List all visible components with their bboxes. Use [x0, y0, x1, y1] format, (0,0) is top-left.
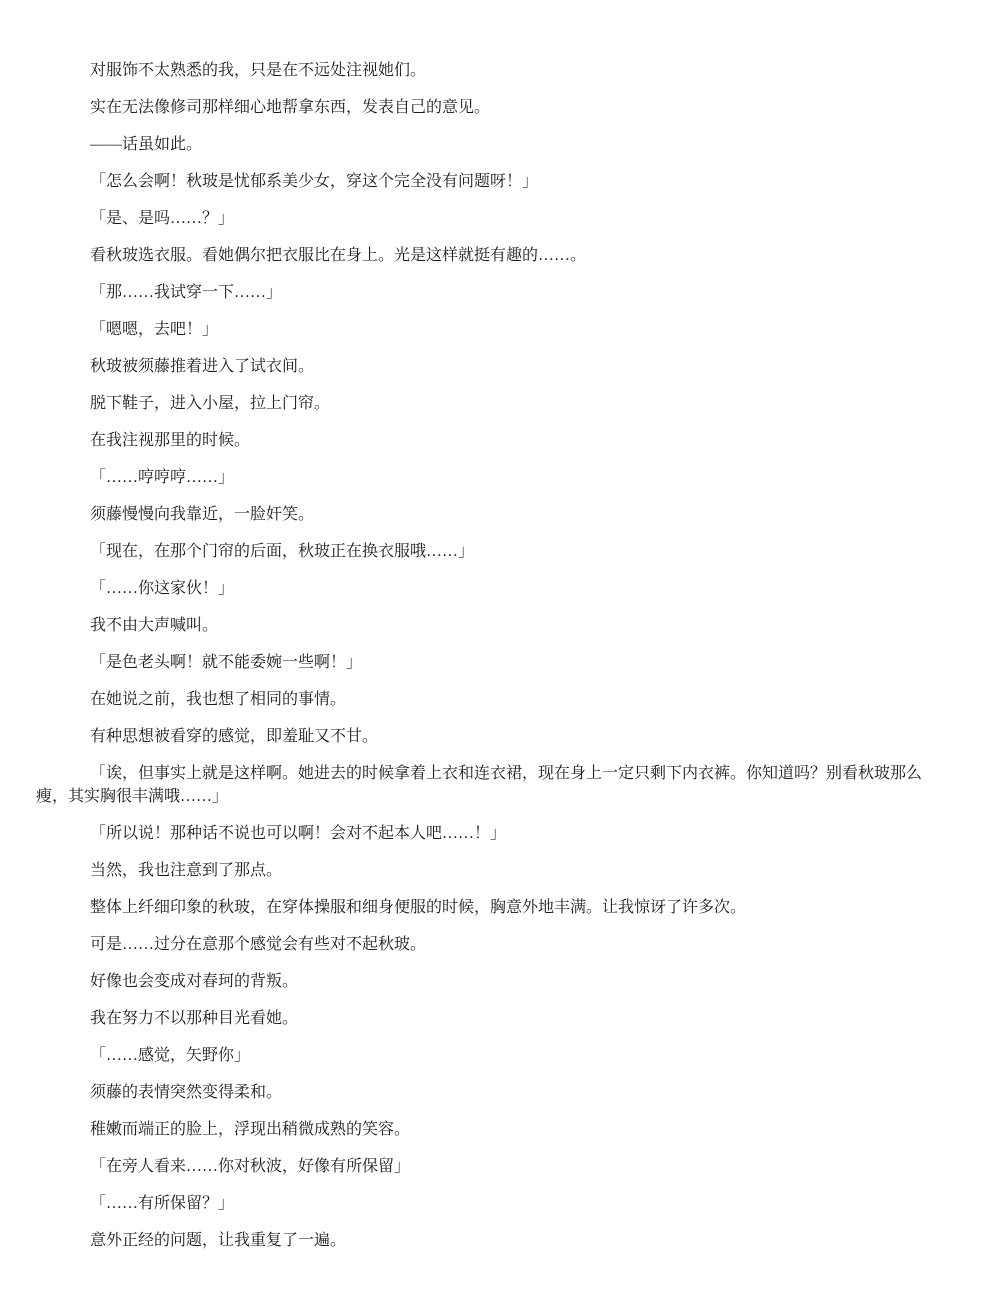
paragraph: 好像也会变成对春珂的背叛。 — [90, 973, 299, 990]
paragraph: 「所以说！那种话不说也可以啊！会对不起本人吧……！」 — [90, 825, 507, 842]
paragraph: 「是色老头啊！就不能委婉一些啊！」 — [90, 654, 363, 671]
paragraph: 我不由大声喊叫。 — [90, 617, 219, 634]
paragraph: 「……哼哼哼……」 — [90, 469, 235, 486]
paragraph: 在她说之前，我也想了相同的事情。 — [90, 691, 347, 708]
paragraph: 「诶，但事实上就是这样啊。她进去的时候拿着上衣和连衣裙，现在身上一定只剩下内衣裤。你知道吗？别看秋玻那么瘦，其实胸很丰满哦……」 — [36, 765, 923, 805]
paragraph: 有种思想被看穿的感觉，即羞耻又不甘。 — [90, 728, 379, 745]
paragraph: 须藤慢慢向我靠近，一脸奸笑。 — [90, 506, 315, 523]
paragraph: 须藤的表情突然变得柔和。 — [90, 1084, 283, 1101]
paragraph: 「现在，在那个门帘的后面，秋玻正在换衣服哦……」 — [90, 543, 475, 560]
paragraph: 「……有所保留？」 — [90, 1195, 235, 1212]
paragraph: 整体上纤细印象的秋玻，在穿体操服和细身便服的时候，胸意外地丰满。让我惊讶了许多次。 — [90, 899, 747, 916]
paragraph: 我在努力不以那种目光看她。 — [90, 1010, 299, 1027]
paragraph: 稚嫩而端正的脸上，浮现出稍微成熟的笑容。 — [90, 1121, 411, 1138]
paragraph: 「……你这家伙！」 — [90, 580, 235, 597]
paragraph: 意外正经的问题，让我重复了一遍。 — [90, 1232, 347, 1249]
paragraph: 当然，我也注意到了那点。 — [90, 862, 283, 879]
paragraph: ——话虽如此。 — [90, 136, 203, 153]
paragraph: 「怎么会啊！秋玻是忧郁系美少女，穿这个完全没有问题呀！」 — [90, 173, 539, 190]
paragraph: 「是、是吗……？」 — [90, 210, 235, 227]
paragraph: 「在旁人看来……你对秋波，好像有所保留」 — [90, 1158, 411, 1175]
paragraph: 在我注视那里的时候。 — [90, 432, 251, 449]
paragraph: 看秋玻选衣服。看她偶尔把衣服比在身上。光是这样就挺有趣的……。 — [90, 247, 587, 264]
paragraph: 秋玻被须藤推着进入了试衣间。 — [90, 358, 315, 375]
paragraph: 「嗯嗯，去吧！」 — [90, 321, 219, 338]
paragraph: 脱下鞋子，进入小屋，拉上门帘。 — [90, 395, 331, 412]
paragraph: 可是……过分在意那个感觉会有些对不起秋玻。 — [90, 936, 427, 953]
paragraph: 「那……我试穿一下……」 — [90, 284, 283, 301]
paragraph: 实在无法像修司那样细心地帮拿东西，发表自己的意见。 — [90, 99, 491, 116]
paragraph: 「……感觉，矢野你」 — [90, 1047, 251, 1064]
paragraph: 对服饰不太熟悉的我，只是在不远处注视她们。 — [90, 62, 427, 79]
